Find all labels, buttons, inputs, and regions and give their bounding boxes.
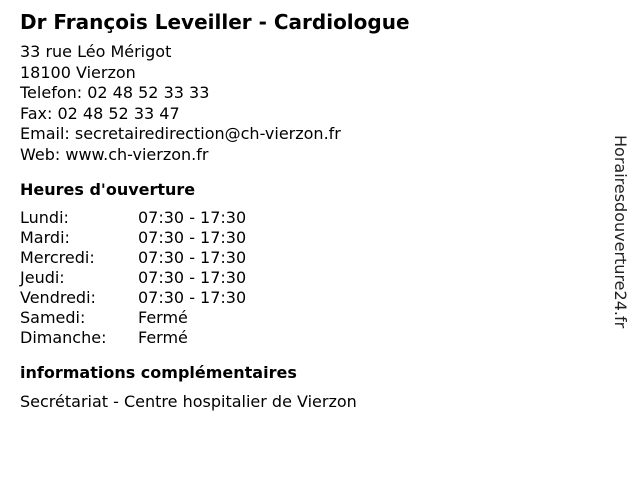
day-hours: 07:30 - 17:30 bbox=[138, 288, 247, 307]
site-watermark: Horairesdouverture24.fr bbox=[611, 135, 630, 329]
email-line: Email: secretairedirection@ch-vierzon.fr bbox=[20, 124, 341, 143]
day-label: Vendredi: bbox=[20, 288, 96, 307]
day-hours: 07:30 - 17:30 bbox=[138, 248, 247, 267]
hours-row-monday bbox=[20, 208, 246, 228]
hours-row-wednesday bbox=[20, 248, 246, 268]
address-street: 33 rue Léo Mérigot bbox=[20, 42, 172, 61]
contact-block bbox=[20, 42, 600, 165]
day-label: Samedi: bbox=[20, 308, 86, 327]
additional-info-text: Secrétariat - Centre hospitalier de Vierzon bbox=[20, 392, 357, 411]
day-hours: 07:30 - 17:30 bbox=[138, 228, 247, 247]
day-label: Mercredi: bbox=[20, 248, 95, 267]
day-hours: Fermé bbox=[138, 308, 188, 327]
fax-line: Fax: 02 48 52 33 47 bbox=[20, 103, 180, 123]
day-label: Lundi: bbox=[20, 208, 69, 227]
hours-row-thursday bbox=[20, 268, 246, 288]
day-label: Dimanche: bbox=[20, 328, 107, 347]
website-line: Web: www.ch-vierzon.fr bbox=[20, 144, 209, 164]
page-title: Dr François Leveiller - Cardiologue bbox=[20, 10, 410, 34]
hours-row-saturday bbox=[20, 308, 246, 328]
day-hours: 07:30 - 17:30 bbox=[138, 208, 247, 227]
hours-row-friday bbox=[20, 288, 246, 308]
hours-row-tuesday bbox=[20, 228, 246, 248]
day-hours: 07:30 - 17:30 bbox=[138, 268, 247, 287]
opening-hours-table bbox=[20, 208, 246, 348]
opening-hours-heading: Heures d'ouverture bbox=[20, 180, 196, 199]
phone-line: Telefon: 02 48 52 33 33 bbox=[20, 83, 210, 102]
day-label: Jeudi: bbox=[20, 268, 65, 287]
listing-card bbox=[20, 8, 600, 413]
day-hours: Fermé bbox=[138, 328, 188, 347]
address-city: 18100 Vierzon bbox=[20, 62, 136, 82]
additional-info-heading: informations complémentaires bbox=[20, 363, 297, 382]
day-label: Mardi: bbox=[20, 228, 70, 247]
hours-row-sunday bbox=[20, 328, 246, 348]
